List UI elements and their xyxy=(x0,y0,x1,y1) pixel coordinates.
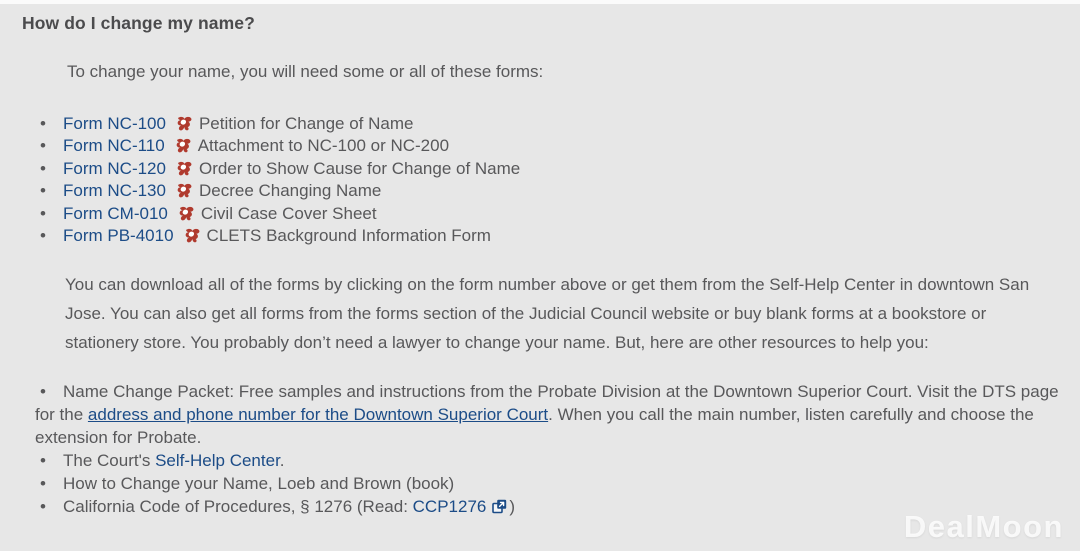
resource-item-book xyxy=(35,472,1067,495)
resource-item-self-help-center xyxy=(35,449,1067,472)
pdf-icon[interactable] xyxy=(176,160,193,177)
resource-item-ccp1276 xyxy=(35,495,1067,518)
download-instructions-paragraph: You can download all of the forms by clicking on the form number above or get them from the Self-Help Center in downtown San Jose. You can also get all forms from the forms section of the Judicial Council website or buy blank forms at a bookstore or stationery store. You probably don’t need a lawyer to change your name. But, here are other resources to help you: xyxy=(65,275,1030,353)
forms-list xyxy=(40,113,1060,247)
pdf-icon[interactable] xyxy=(178,205,195,222)
resources-list xyxy=(35,380,1067,518)
pdf-icon[interactable] xyxy=(184,227,201,244)
form-description: Civil Case Cover Sheet xyxy=(200,203,377,223)
pdf-icon[interactable] xyxy=(176,182,193,199)
form-list-item xyxy=(40,180,1060,202)
form-list-item xyxy=(40,135,1060,157)
form-description: CLETS Background Information Form xyxy=(206,226,491,246)
form-link-nc-100[interactable]: Form NC-100 xyxy=(63,114,166,133)
bullet-icon: • xyxy=(40,474,46,494)
bullet-icon: • xyxy=(40,181,46,201)
form-description: Decree Changing Name xyxy=(198,181,382,201)
bullet-icon: • xyxy=(40,114,46,133)
form-description: Attachment to NC-100 or NC-200 xyxy=(197,136,450,156)
external-link-icon[interactable] xyxy=(492,499,507,514)
form-list-item xyxy=(40,158,1060,180)
bullet-icon: • xyxy=(40,382,46,402)
form-description: Petition for Change of Name xyxy=(198,114,414,133)
bullet-icon: • xyxy=(40,497,46,517)
form-list-item xyxy=(40,113,1060,135)
bullet-icon: • xyxy=(40,203,46,223)
resource-text: How to Change your Name, Loeb and Brown (book) xyxy=(63,474,455,494)
form-list-item xyxy=(40,203,1060,225)
self-help-center-link[interactable]: Self-Help Center xyxy=(155,451,280,471)
form-description: Order to Show Cause for Change of Name xyxy=(198,158,521,178)
bullet-icon: • xyxy=(40,451,46,471)
bullet-icon: • xyxy=(40,136,46,156)
ccp1276-link[interactable]: CCP1276 xyxy=(412,497,487,517)
form-link-cm-010[interactable]: Form CM-010 xyxy=(63,203,168,223)
form-link-nc-130[interactable]: Form NC-130 xyxy=(63,181,166,201)
page xyxy=(0,4,1080,518)
resource-text: ) xyxy=(509,497,516,517)
bullet-icon: • xyxy=(40,158,46,178)
resource-text: Name Change Packet: Free samples and instructions from the Probate Division at the Downtown Superior Court. Visit the DTS page for the xyxy=(35,382,1059,425)
resource-text: The Court's xyxy=(63,451,156,471)
form-link-nc-120[interactable]: Form NC-120 xyxy=(63,158,166,178)
form-link-nc-110[interactable]: Form NC-110 xyxy=(63,136,165,156)
pdf-icon[interactable] xyxy=(176,115,193,132)
page-title: How do I change my name? xyxy=(22,13,255,33)
dealmoon-watermark: DealMoon xyxy=(903,509,1064,544)
intro-text: To change your name, you will need some or all of these forms: xyxy=(67,62,544,81)
resource-text: . xyxy=(279,451,285,471)
dts-court-address-link[interactable]: address and phone number for the Downtown Superior Court xyxy=(87,405,549,425)
bullet-icon: • xyxy=(40,226,46,246)
resource-text: California Code of Procedures, § 1276 (Read: xyxy=(63,497,413,517)
form-list-item xyxy=(40,225,1060,247)
form-link-pb-4010[interactable]: Form PB-4010 xyxy=(63,226,174,246)
pdf-icon[interactable] xyxy=(175,137,192,154)
resource-item-name-change-packet xyxy=(35,380,1067,449)
resource-text: . When you call the main number, listen carefully and choose the extension for Probate. xyxy=(35,405,1034,448)
